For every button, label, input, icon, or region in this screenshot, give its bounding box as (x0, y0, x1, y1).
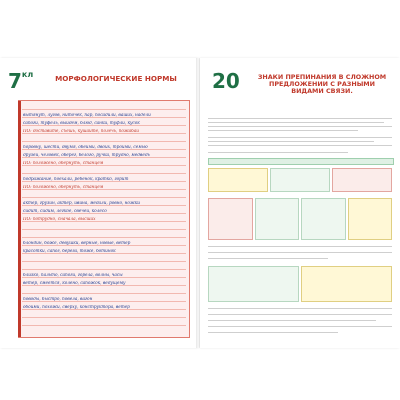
lesson-number: 20 (212, 69, 240, 93)
lesson-number-sup: кл (21, 70, 34, 79)
table-cell (332, 168, 392, 192)
exercise-line: близко, пальто, сапоги, горела, волны, часы (23, 273, 123, 277)
page-title: ЗНАКИ ПРЕПИНАНИЯ В СЛОЖНОМ ПРЕДЛОЖЕНИИ С РАЗНЫМИ ВИДАМИ СВЯЗИ. (257, 73, 387, 96)
exercise-line: сидит, сидим, легкое, свечей, колесо (23, 209, 107, 213)
exercise-block (18, 100, 190, 338)
exercise-line: поровну, шести, двумя, обеими, двоих, троими, семью (23, 145, 148, 149)
exercise-line: блондин, боже, девушки, верные, новые, ветер (23, 241, 131, 245)
example-table (208, 168, 392, 190)
table-cell (301, 266, 392, 302)
margin-mark (18, 101, 21, 337)
table-cell (208, 168, 268, 192)
exercise-line: красотки, сапог, берега, тоже, ботинок (23, 249, 116, 253)
exercise-line: друзей, человек, оберег, белого, ручка, трудно, медведь (23, 153, 150, 157)
exercise-line: подражание, поехали, ребенок, кратко, горит (23, 177, 129, 181)
exercise-line: ветер, смеется, колено, сапожок, ведущему (23, 281, 126, 285)
exercise-line: сапоги, туфель, выйдем, блюд, санки, туфли, кусок (23, 121, 140, 125)
exercise-line: актер, грузин, актер, ивина, медали, ровно, ножки (23, 201, 140, 205)
scheme-table (208, 198, 392, 238)
exercise-line: ПО: положено, обернуть, станцем (23, 185, 104, 189)
exercise-line: вытянут, лугов, ниточек, пар, посадили, ваших, надели (23, 113, 151, 117)
page-title: МОРФОЛОГИЧЕСКИЕ НОРМЫ (55, 74, 177, 83)
exercise-line: обоими, похожи, сверху, конструктора, ветер (23, 305, 130, 309)
lesson-number-text: 7 (8, 69, 22, 93)
table-cell (301, 198, 346, 240)
table-cell (348, 198, 393, 240)
exercise-line: ПО: потрудно, сначала, высших (23, 217, 96, 221)
book-spread (0, 58, 400, 348)
exercise-line: поводы, быстро, повела, вагон (23, 297, 93, 301)
right-page (200, 58, 400, 348)
table-cell (208, 198, 253, 240)
exercise-line: ПО: доставите, съешь, кушайте, полечь, пожабай (23, 129, 139, 133)
rule-intro (208, 102, 392, 114)
table-cell (270, 168, 330, 192)
exercise-line: ПО: положено, обернуть, станцем (23, 161, 104, 165)
left-page (0, 58, 197, 348)
lesson-number (8, 71, 33, 91)
exercise-table (208, 266, 392, 300)
table-cell (208, 266, 299, 302)
table-cell (255, 198, 300, 240)
example-bar (208, 158, 394, 165)
